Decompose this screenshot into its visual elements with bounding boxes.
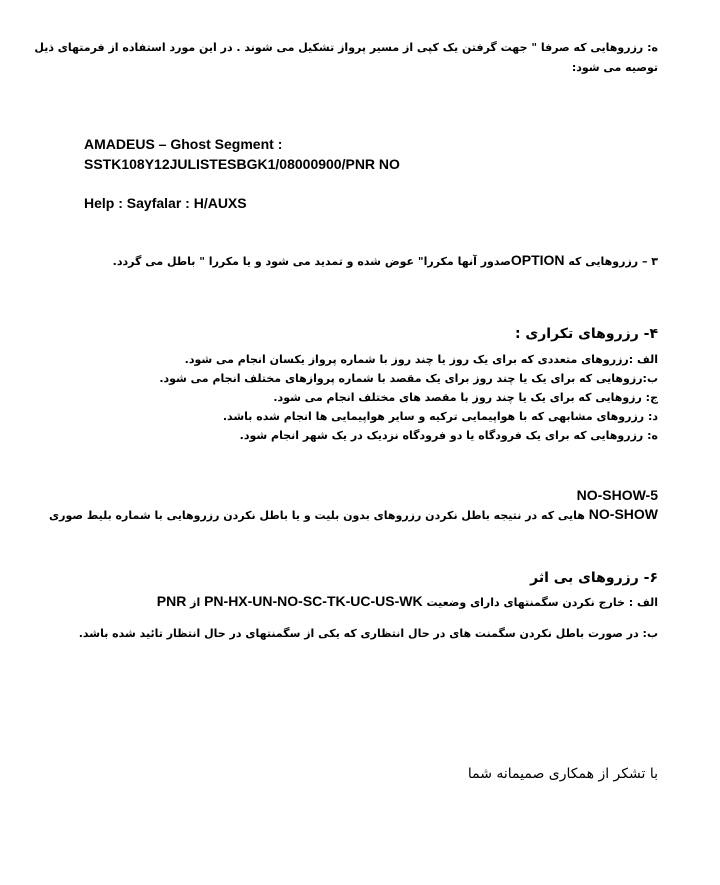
item-3-line — [113, 251, 658, 271]
amadeus-title: AMADEUS – Ghost Segment : — [84, 136, 283, 152]
section-4-item: د: رزروهای مشابهی که با هواپیمایی ترکیه و سایر هواپیمایی ها انجام شده باشد. — [222, 410, 658, 423]
section-4-item: ه: رزروهایی که برای یک فرودگاه یا دو فرودگاه نزدیک در یک شهر انجام شود. — [239, 429, 658, 442]
section-4-item: ب:رزوهایی که برای یک یا چند روز برای یک مقصد با شماره پروازهای مختلف انجام می شود. — [159, 372, 658, 385]
no-show-keyword: NO-SHOW — [588, 506, 658, 522]
intro-line-2: توصیه می شود: — [571, 61, 658, 74]
section-4-title: ۴- رزروهای تکراری : — [514, 326, 658, 342]
section-4-item: ج: رزوهایی که برای یک یا چند روز با مقصد های مختلف انجام می شود. — [273, 391, 658, 404]
amadeus-command: SSTK108Y12JULISTESBGK1/08000900/PNR NO — [84, 156, 400, 172]
section-4-item: الف :رزروهای متعددی که برای یک روز یا چند روز با شماره پرواز یکسان انجام می شود. — [184, 353, 658, 366]
section-6-item-a-part2: از — [186, 596, 205, 609]
section-6-item-a — [157, 592, 658, 612]
item-3-part2: صدور آنها مکررا" عوض شده و تمدید می شود و یا مکررا " باطل می گردد. — [112, 255, 511, 268]
section-6-item-a-part1: الف : خارج نکردن سگمنتهای دارای وضعیت — [422, 596, 658, 609]
section-6-item-b: ب: در صورت باطل نکردن سگمنت های در حال انتظاری که یکی از سگمنتهای در حال انتظار تائید شده باشد. — [78, 627, 658, 640]
section-6-title: ۶- رزروهای بی اثر — [530, 570, 658, 586]
intro-line-1: ه: رزروهایی که صرفا " جهت گرفتن یک کپی از مسیر پرواز تشکیل می شوند . در این مورد استفاده از فرمتهای ذیل — [34, 41, 658, 54]
closing-line: با تشکر از همکاری صمیمانه شما — [467, 766, 658, 782]
section-5-line — [49, 505, 658, 525]
item-3-part1: ۳ – رزروهایی که — [564, 255, 658, 268]
section-5-text: هایی که در نتیجه باطل نکردن رزروهای بدون بلیت و یا باطل نکردن رزروهایی با شماره بلیط صوری — [49, 509, 589, 522]
help-line: Help : Sayfalar : H/AUXS — [84, 195, 247, 211]
pnr-keyword: PNR — [156, 593, 187, 609]
option-keyword: OPTION — [510, 252, 565, 268]
status-codes: PN-HX-UN-NO-SC-TK-UC-US-WK — [204, 593, 423, 609]
section-5-title: NO-SHOW-5 — [576, 487, 658, 503]
